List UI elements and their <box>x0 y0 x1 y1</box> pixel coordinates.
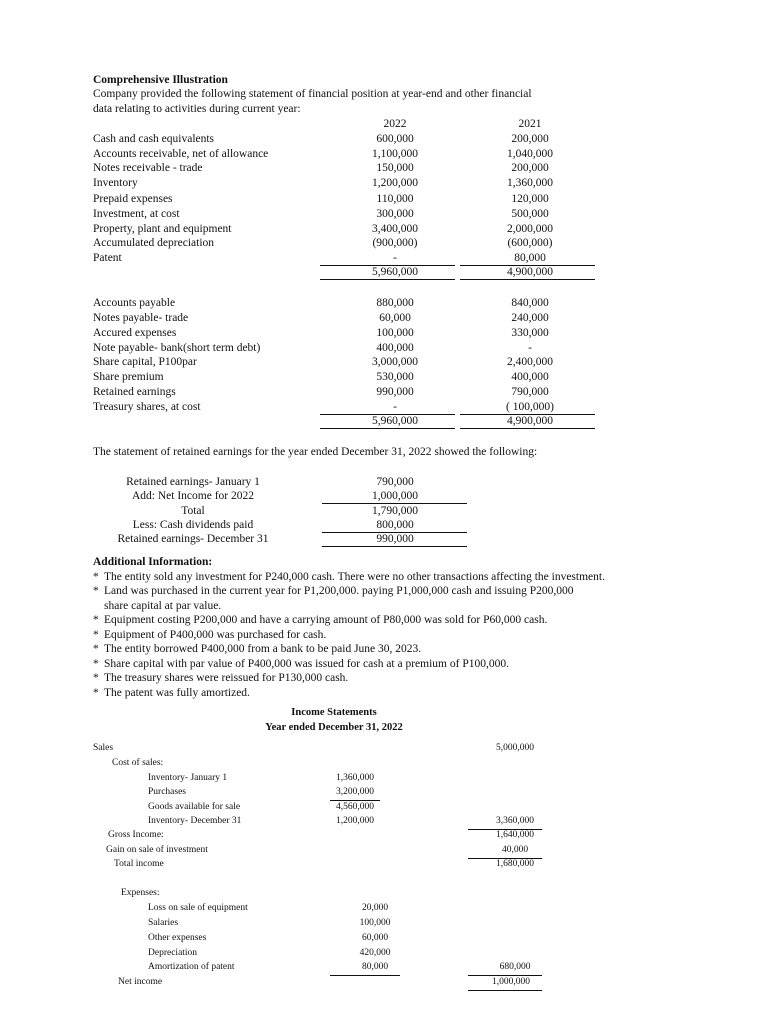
re-value: 1,000,000 <box>372 490 418 502</box>
is-cos-value: 3,360,000 <box>496 816 534 826</box>
le-value-2022: 880,000 <box>376 297 414 309</box>
le-value-2021: 330,000 <box>511 327 549 339</box>
asset-value-2021: 200,000 <box>511 133 549 145</box>
is-expense-value: 60,000 <box>361 933 389 943</box>
bullet-icon: * <box>93 629 99 641</box>
is-gain-label: Gain on sale of investment <box>106 845 208 855</box>
re-label: Less: Cash dividends paid <box>132 519 254 531</box>
asset-label: Investment, at cost <box>93 208 180 220</box>
le-total-underline-2021 <box>460 428 595 429</box>
list-item-continuation: share capital at par value. <box>104 600 222 612</box>
asset-value-2021: (600,000) <box>507 237 553 249</box>
list-item: The patent was fully amortized. <box>104 687 250 699</box>
is-gafs-label: Goods available for sale <box>148 802 241 812</box>
list-item: The entity sold any investment for P240,000 cash. There were no other transactions affecting the investment. <box>104 571 605 583</box>
le-label: Accured expenses <box>93 327 177 339</box>
is-sales-label: Sales <box>93 743 114 753</box>
asset-label: Inventory <box>93 177 138 189</box>
list-item: Land was purchased in the current year for P1,200,000. paying P1,000,000 cash and issuing P200,000 <box>104 585 574 597</box>
le-value-2021: 400,000 <box>511 371 549 383</box>
is-expenses-rule <box>330 975 400 976</box>
income-statement-title: Income Statements <box>291 707 377 718</box>
le-value-2022: 3,000,000 <box>372 356 418 368</box>
is-total-label: Total income <box>114 859 164 869</box>
le-value-2021: 790,000 <box>511 386 549 398</box>
asset-value-2021: 1,040,000 <box>507 148 553 160</box>
assets-total-2021: 4,900,000 <box>507 266 553 278</box>
le-label: Note payable- bank(short term debt) <box>93 342 261 354</box>
is-sales-value: 5,000,000 <box>496 743 534 753</box>
asset-value-2022: 150,000 <box>376 162 414 174</box>
asset-value-2021: 500,000 <box>511 208 549 220</box>
asset-value-2021: 120,000 <box>511 193 549 205</box>
le-value-2021: 2,400,000 <box>507 356 553 368</box>
is-expense-label: Loss on sale of equipment <box>148 903 248 913</box>
is-expense-value: 20,000 <box>361 903 389 913</box>
is-inv-dec-label: Inventory- December 31 <box>148 816 242 826</box>
is-purchases-value: 3,200,000 <box>336 787 374 797</box>
le-value-2022: 400,000 <box>376 342 414 354</box>
le-label: Share capital, P100par <box>93 356 197 368</box>
asset-label: Prepaid expenses <box>93 193 173 205</box>
le-value-2021: - <box>528 342 532 354</box>
re-intro: The statement of retained earnings for the year ended December 31, 2022 showed the following: <box>93 446 538 458</box>
assets-total-underline-2022 <box>320 279 455 280</box>
is-gafs-value: 4,560,000 <box>336 802 374 812</box>
is-expense-label: Other expenses <box>148 933 207 943</box>
is-expense-value: 420,000 <box>359 948 391 958</box>
le-total-2021: 4,900,000 <box>507 415 553 427</box>
asset-value-2022: (900,000) <box>372 237 418 249</box>
asset-value-2022: 600,000 <box>376 133 414 145</box>
bullet-icon: * <box>93 571 99 583</box>
is-expenses-total: 680,000 <box>499 962 531 972</box>
is-expense-value: 80,000 <box>361 962 389 972</box>
asset-value-2022: 110,000 <box>376 193 414 205</box>
le-value-2022: 100,000 <box>376 327 414 339</box>
asset-value-2021: 80,000 <box>514 252 546 264</box>
asset-value-2022: 3,400,000 <box>372 223 418 235</box>
asset-label: Patent <box>93 252 122 264</box>
bullet-icon: * <box>93 585 99 597</box>
is-expenses-label: Expenses: <box>121 888 160 898</box>
is-expense-value: 100,000 <box>359 918 391 928</box>
additional-title: Additional Information: <box>93 556 213 568</box>
re-value: 990,000 <box>376 533 414 545</box>
is-purchases-rule <box>330 800 380 801</box>
is-gross-value: 1,640,000 <box>496 830 534 840</box>
is-net-value: 1,000,000 <box>492 977 530 987</box>
is-inv-jan-label: Inventory- January 1 <box>148 773 228 783</box>
le-label: Accounts payable <box>93 297 176 309</box>
asset-value-2022: 1,200,000 <box>372 177 418 189</box>
re-subtotal-rule <box>322 503 467 504</box>
le-label: Treasury shares, at cost <box>93 401 201 413</box>
asset-value-2022: - <box>393 252 397 264</box>
le-value-2022: 990,000 <box>376 386 414 398</box>
re-value: 1,790,000 <box>372 505 418 517</box>
re-label: Retained earnings- December 31 <box>117 533 269 545</box>
bullet-icon: * <box>93 687 99 699</box>
bullet-icon: * <box>93 658 99 670</box>
assets-total-2022: 5,960,000 <box>372 266 418 278</box>
list-item: The entity borrowed P400,000 from a bank to be paid June 30, 2023. <box>104 643 422 655</box>
list-item: Equipment of P400,000 was purchased for cash. <box>104 629 327 641</box>
asset-value-2021: 1,360,000 <box>507 177 553 189</box>
le-value-2022: 530,000 <box>376 371 414 383</box>
asset-label: Notes receivable - trade <box>93 162 203 174</box>
le-label: Retained earnings <box>93 386 176 398</box>
asset-value-2021: 2,000,000 <box>507 223 553 235</box>
intro-line-1: Company provided the following statement of financial position at year-end and other financial <box>93 88 532 100</box>
is-purchases-label: Purchases <box>148 787 186 797</box>
is-gain-value: 40,000 <box>501 845 529 855</box>
le-value-2021: 240,000 <box>511 312 549 324</box>
is-total-value: 1,680,000 <box>496 859 534 869</box>
page-title: Comprehensive Illustration <box>93 74 228 86</box>
list-item: The treasury shares were reissued for P130,000 cash. <box>104 672 349 684</box>
asset-value-2021: 200,000 <box>511 162 549 174</box>
le-label: Share premium <box>93 371 164 383</box>
is-cos-label: Cost of sales: <box>112 758 164 768</box>
re-label: Total <box>181 505 205 517</box>
asset-label: Accounts receivable, net of allowance <box>93 148 269 160</box>
bullet-icon: * <box>93 614 99 626</box>
bullet-icon: * <box>93 672 99 684</box>
list-item: Equipment costing P200,000 and have a carrying amount of P80,000 was sold for P60,000 cash. <box>104 614 548 626</box>
re-label: Add: Net Income for 2022 <box>132 490 254 502</box>
is-expense-label: Salaries <box>148 918 179 928</box>
is-net-label: Net income <box>118 977 163 987</box>
asset-label: Cash and cash equivalents <box>93 133 215 145</box>
year-2021-header: 2021 <box>518 118 542 130</box>
asset-label: Property, plant and equipment <box>93 223 232 235</box>
asset-label: Accumulated depreciation <box>93 237 215 249</box>
re-value: 800,000 <box>376 519 414 531</box>
le-total-underline-2022 <box>320 428 455 429</box>
list-item: Share capital with par value of P400,000 was issued for cash at a premium of P100,000. <box>104 658 509 670</box>
is-expense-label: Amortization of patent <box>148 962 235 972</box>
le-value-2022: - <box>393 401 397 413</box>
income-statement-subtitle: Year ended December 31, 2022 <box>265 722 403 733</box>
le-total-2022: 5,960,000 <box>372 415 418 427</box>
asset-value-2022: 1,100,000 <box>372 148 418 160</box>
le-value-2021: ( 100,000) <box>506 401 554 413</box>
assets-total-underline-2021 <box>460 279 595 280</box>
intro-line-2: data relating to activities during current year: <box>93 103 301 115</box>
is-expenses-total-rule <box>468 975 542 976</box>
le-value-2021: 840,000 <box>511 297 549 309</box>
le-value-2022: 60,000 <box>379 312 411 324</box>
is-inv-dec-value: 1,200,000 <box>336 816 374 826</box>
re-value: 790,000 <box>376 476 414 488</box>
is-net-rule <box>468 990 542 991</box>
asset-value-2022: 300,000 <box>376 208 414 220</box>
le-label: Notes payable- trade <box>93 312 189 324</box>
re-total-underline <box>322 546 467 547</box>
is-inv-jan-value: 1,360,000 <box>336 773 374 783</box>
is-expense-label: Depreciation <box>148 948 198 958</box>
bullet-icon: * <box>93 643 99 655</box>
is-gross-label: Gross Income: <box>108 830 164 840</box>
year-2022-header: 2022 <box>383 118 407 130</box>
re-label: Retained earnings- January 1 <box>126 476 260 488</box>
